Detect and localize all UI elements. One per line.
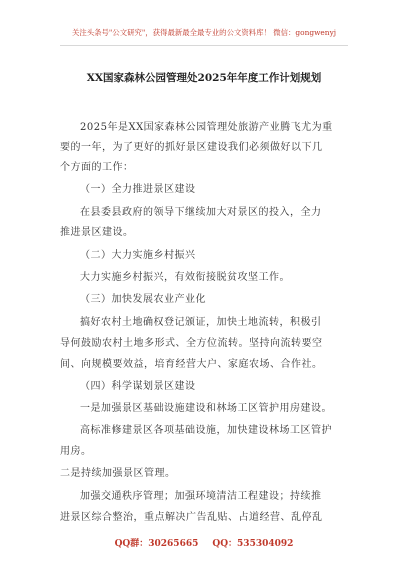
footer-qq-group: QQ群：30265665 bbox=[114, 539, 199, 549]
body-line: 个方面的工作： bbox=[60, 162, 134, 173]
section-heading: （三）加快发展农业产业化 bbox=[80, 294, 206, 305]
body-line: 大力实施乡村振兴，有效衔接脱贫攻坚工作。 bbox=[80, 272, 290, 283]
footer-contact bbox=[0, 536, 408, 549]
body-line: 二是持续加强景区管理。 bbox=[60, 468, 176, 479]
section-heading: （一）全力推进景区建设 bbox=[80, 184, 196, 195]
footer-qq: QQ：535304092 bbox=[212, 539, 294, 549]
body-line: 加强交通秩序管理；加强环境清洁工程建设；持续推 bbox=[80, 491, 322, 502]
body-line: 进景区综合整治，重点解决广告乱贴、占道经营、乱停乱 bbox=[60, 512, 323, 523]
body-line: 在县委县政府的领导下继续加大对景区的投入，全力 bbox=[80, 207, 322, 218]
body-line: 推进景区建设。 bbox=[60, 227, 134, 238]
body-line: 要的一年，为了更好的抓好景区建设我们必须做好以下几 bbox=[60, 142, 323, 153]
section-heading: （二）大力实施乡村振兴 bbox=[80, 250, 196, 261]
body-line: 高标准修建景区各项基础设施，加快建设林场工区管护 bbox=[80, 425, 332, 436]
body-line: 搞好农村土地确权登记颁证，加快土地流转，积极引 bbox=[80, 317, 322, 328]
header-divider bbox=[60, 45, 348, 46]
body-line: 间、向规模要效益，培育经营大户、家庭农场、合作社。 bbox=[60, 359, 323, 370]
promo-banner: 关注头条号"公文研究"，获得最新最全最专业的公文资料库！ 微信：gongwenyj bbox=[71, 28, 337, 37]
body-line: 用房。 bbox=[60, 446, 92, 457]
body-line: 2025年是XX国家森林公园管理处旅游产业腾飞尤为重 bbox=[80, 122, 333, 133]
document-title: XX国家森林公园管理处2025年年度工作计划规划 bbox=[86, 72, 322, 84]
section-heading: （四）科学谋划景区建设 bbox=[80, 381, 196, 392]
body-line: 导何鼓励农村土地多形式、全方位流转。坚持向流转要空 bbox=[60, 338, 323, 349]
body-line: 一是加强景区基础设施建设和林场工区管护用房建设。 bbox=[80, 403, 332, 414]
